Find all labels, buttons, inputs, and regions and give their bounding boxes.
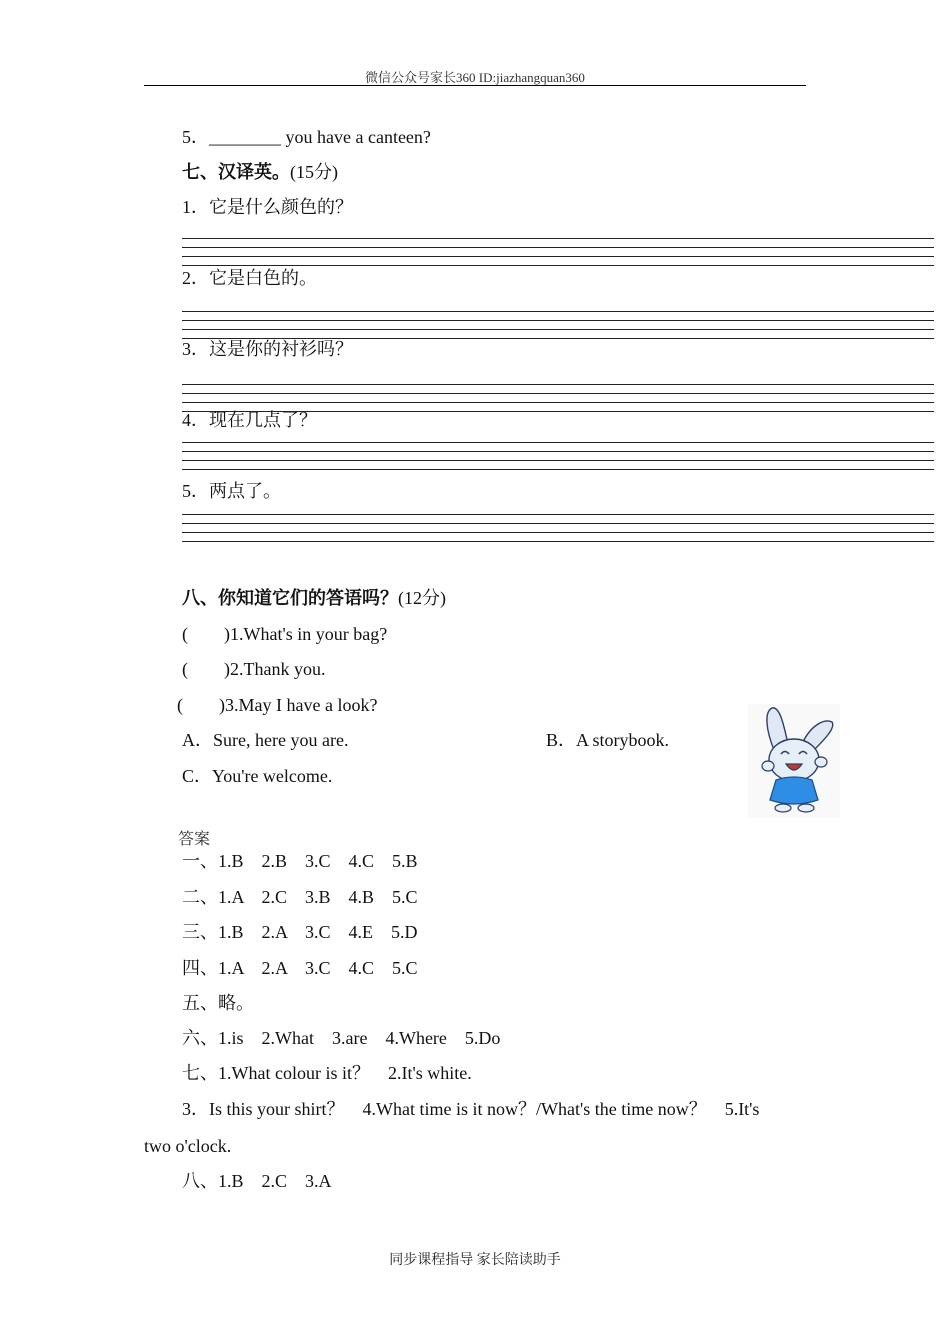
answer-line-10: 八、1.B 2.C 3.A: [182, 1171, 332, 1191]
rabbit-illustration: [748, 704, 840, 818]
s8-question-3: ( )3.May I have a look?: [177, 695, 378, 715]
answer-line-5: 五、略。: [182, 993, 254, 1013]
s7-item-3: 3．这是你的衬衫吗？: [182, 339, 353, 359]
question-6-5: 5．________ you have a canteen?: [182, 127, 431, 147]
section-8-title: 八、你知道它们的答语吗？: [182, 588, 398, 608]
s7-item-2: 2．它是白色的。: [182, 268, 317, 288]
s8-option-c: C．You're welcome.: [182, 766, 333, 786]
answer-line-2: 二、1.A 2.C 3.B 4.B 5.C: [182, 887, 418, 907]
section-7-heading: [182, 161, 338, 183]
answer-line-9: two o'clock.: [144, 1136, 232, 1156]
answer-line-3: 三、1.B 2.A 3.C 4.E 5.D: [182, 922, 418, 942]
s8-question-2: ( )2.Thank you.: [182, 659, 326, 679]
header-rule: [144, 85, 806, 86]
section-7-title: 七、汉译英。: [182, 162, 290, 182]
answer-line-6: 六、1.is 2.What 3.are 4.Where 5.Do: [182, 1028, 501, 1048]
s8-option-a: A．Sure, here you are.: [182, 730, 349, 750]
answer-line-4: 四、1.A 2.A 3.C 4.C 5.C: [182, 958, 418, 978]
answers-label: 答案: [178, 831, 211, 848]
answer-line-1: 一、1.B 2.B 3.C 4.C 5.B: [182, 851, 418, 871]
page-footer: 同步课程指导 家长陪读助手: [389, 1253, 561, 1268]
s8-option-b: B．A storybook.: [546, 730, 670, 750]
s7-item-5: 5．两点了。: [182, 481, 281, 501]
s7-item-1: 1．它是什么颜色的？: [182, 197, 353, 217]
s8-question-1: ( )1.What's in your bag?: [182, 624, 388, 644]
s7-item-4: 4．现在几点了？: [182, 410, 317, 430]
section-7-points: (15分): [290, 162, 338, 182]
page-header: 微信公众号家长360 ID:jiazhangquan360: [365, 70, 585, 85]
section-8-points: (12分): [398, 588, 446, 608]
answer-line-7: 七、1.What colour is it？ 2.It's white.: [182, 1063, 472, 1083]
answer-line-8: 3．Is this your shirt？ 4.What time is it now？/What's the time now？ 5.It's: [182, 1099, 760, 1119]
section-8-heading: [182, 587, 446, 609]
